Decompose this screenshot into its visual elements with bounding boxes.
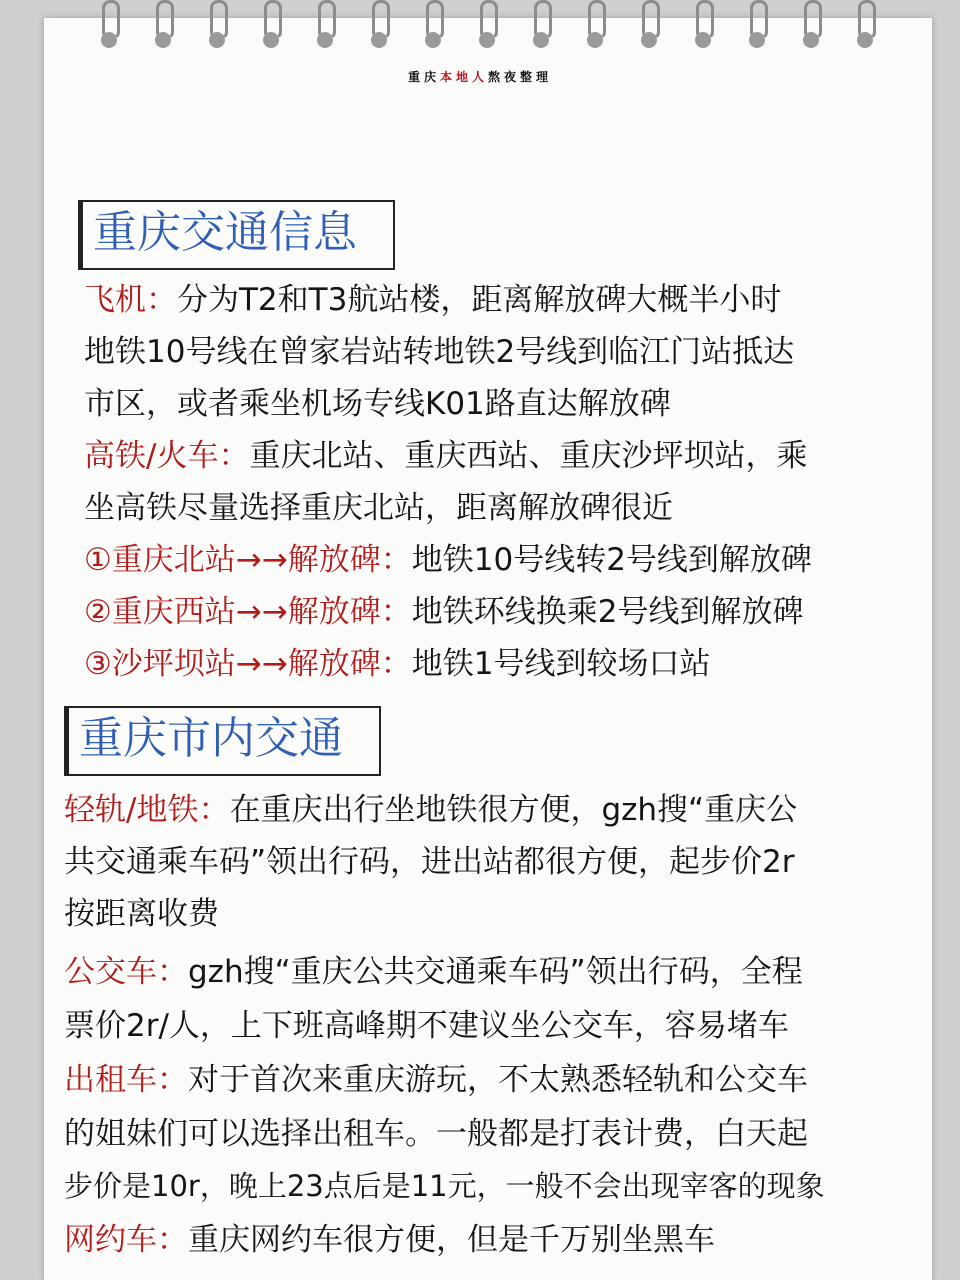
ring-icon: [260, 0, 282, 52]
line-text: 步价是10r，晚上23点后是11元，一般不会出现宰客的现象: [64, 1169, 825, 1203]
line-label: 出租车：: [64, 1062, 188, 1098]
page-title: [0, 68, 960, 85]
ring-icon: [98, 0, 120, 52]
line-label: 轻轨/地铁：: [64, 792, 230, 828]
text-line: [84, 488, 673, 528]
text-line: [64, 790, 797, 830]
line-label: ②重庆西站→→解放碑：: [84, 594, 412, 630]
ring-icon: [800, 0, 822, 52]
section-heading-city-transport: 重庆市内交通: [64, 706, 381, 776]
ring-icon: [314, 0, 336, 52]
text-line: [64, 1166, 825, 1206]
text-line: [64, 952, 803, 992]
line-text: 地铁10号线转2号线到解放碑: [411, 542, 812, 578]
ring-icon: [584, 0, 606, 52]
line-text: 按距离收费: [64, 896, 219, 932]
line-text: 重庆北站、重庆西站、重庆沙坪坝站，乘: [249, 438, 808, 474]
ring-icon: [854, 0, 876, 52]
text-line: [64, 1114, 808, 1154]
section-heading-transport-info: 重庆交通信息: [78, 200, 395, 270]
line-text: 票价2r/人，上下班高峰期不建议坐公交车，容易堵车: [64, 1008, 789, 1044]
line-text: 坐高铁尽量选择重庆北站，距离解放碑很近: [84, 490, 673, 526]
line-text: gzh搜“重庆公共交通乘车码”领出行码，全程: [188, 954, 803, 990]
line-label: ①重庆北站→→解放碑：: [84, 542, 412, 578]
line-text: 的姐妹们可以选择出租车。一般都是打表计费，白天起: [64, 1116, 808, 1152]
line-text: 重庆网约车很方便，但是千万别坐黑车: [188, 1222, 715, 1258]
line-text: 地铁环线换乘2号线到解放碑: [411, 594, 804, 630]
ring-icon: [476, 0, 498, 52]
line-text: 对于首次来重庆游玩，不太熟悉轻轨和公交车: [188, 1062, 808, 1098]
ring-icon: [638, 0, 660, 52]
line-text: 共交通乘车码”领出行码，进出站都很方便，起步价2r: [64, 844, 795, 880]
text-line: [84, 644, 710, 684]
line-label: ③沙坪坝站→→解放碑：: [84, 646, 412, 682]
line-label: 公交车：: [64, 954, 188, 990]
line-text: 分为T2和T3航站楼，距离解放碑大概半小时: [177, 282, 782, 318]
line-text: 在重庆出行坐地铁很方便，gzh搜“重庆公: [229, 792, 798, 828]
text-line: [84, 592, 803, 632]
text-line: [84, 332, 794, 372]
text-line: [64, 842, 795, 882]
line-text: 地铁10号线在曾家岩站转地铁2号线到临江门站抵达: [84, 334, 795, 370]
ring-icon: [422, 0, 444, 52]
line-text: 地铁1号线到较场口站: [411, 646, 711, 682]
title-part-2: 本地人: [439, 70, 488, 84]
spiral-binding: [0, 0, 960, 60]
ring-icon: [368, 0, 390, 52]
line-text: 市区，或者乘坐机场专线K01路直达解放碑: [84, 386, 671, 422]
text-line: [84, 540, 812, 580]
ring-icon: [530, 0, 552, 52]
text-line: [84, 384, 671, 424]
ring-icon: [692, 0, 714, 52]
title-part-3: 熬夜整理: [488, 70, 553, 84]
line-label: 网约车：: [64, 1222, 188, 1258]
text-line: [84, 436, 807, 476]
text-line: [64, 1060, 808, 1100]
ring-icon: [206, 0, 228, 52]
text-line: [64, 1006, 789, 1046]
line-label: 飞机：: [84, 282, 177, 318]
text-line: [64, 1220, 715, 1260]
title-part-1: 重庆: [407, 70, 440, 84]
text-line: [84, 280, 781, 320]
ring-icon: [746, 0, 768, 52]
ring-icon: [152, 0, 174, 52]
line-label: 高铁/火车：: [84, 438, 250, 474]
text-line: [64, 894, 219, 934]
